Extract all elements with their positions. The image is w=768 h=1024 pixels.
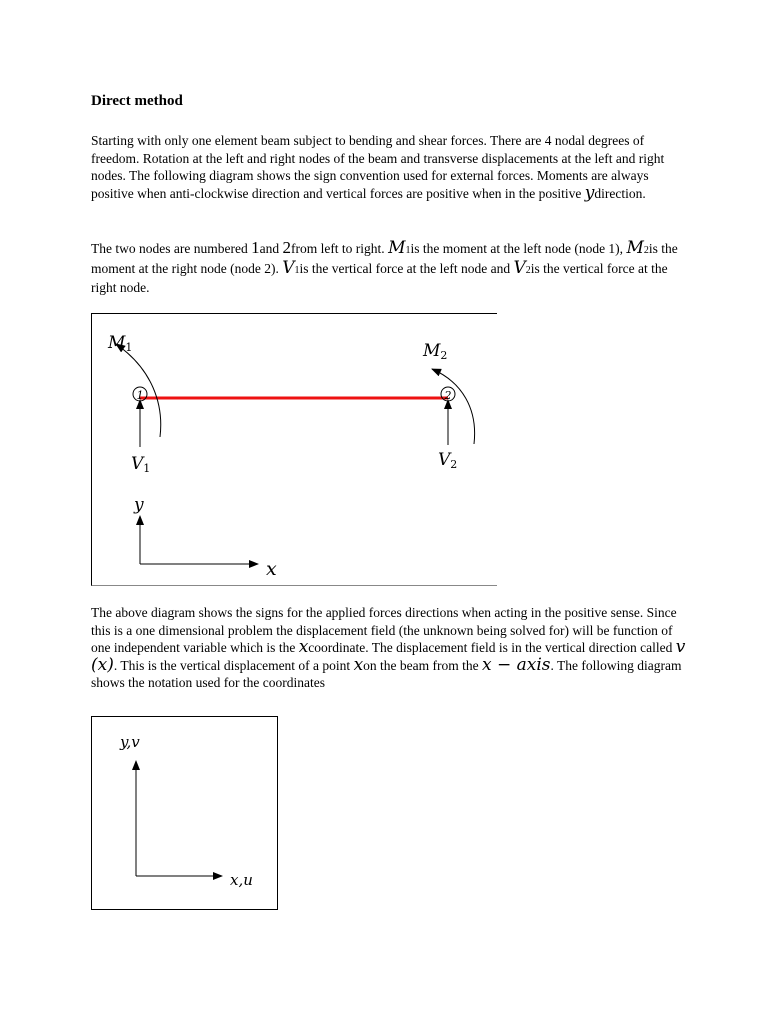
math-y: y: [584, 182, 595, 203]
paragraph-intro: Starting with only one element beam subject to bending and shear forces. There are 4 nodal degrees of freedom. Rotation at the left and right nodes of the beam and transverse displacements at the left and right nodes. The following diagram shows the sign convention used for external forces. Moments are always positive when anti-clockwise direction and vertical forces are positive when in the positive ydirection.: [91, 133, 665, 203]
paragraph-displacement: The above diagram shows the signs for the applied forces directions when acting in the positive sense. Since this is a one dimensional problem the displacement field (the unknown being solved for) will be function of one independent variable which is the xcoordinate. The displacement field is in the vertical direction called v (x). This is the vertical displacement of a point xon the beam from the x − axis. The following diagram shows the notation used for the coordinates: [91, 605, 686, 691]
math-v-of-x: v (x): [91, 637, 686, 675]
M2-moment-arrow: [432, 369, 475, 444]
y-axis-label: y: [134, 495, 144, 515]
node-1-label: 1: [136, 389, 144, 402]
V2-label: V2: [438, 450, 458, 471]
math-V2: V: [513, 257, 526, 278]
math-node-1: 1: [251, 238, 260, 257]
math-x-point: x: [353, 654, 364, 675]
coordinate-notation-figure: [91, 716, 278, 910]
coordinate-diagram: [92, 717, 277, 909]
section-heading: Direct method: [91, 93, 183, 109]
math-x: x: [298, 637, 309, 658]
V1-label: V1: [131, 454, 151, 475]
beam-sign-convention-figure: [91, 313, 497, 586]
math-M1: M: [388, 238, 406, 258]
x-u-label: x,u: [230, 871, 253, 889]
M1-label: M1: [108, 333, 133, 354]
math-x-axis: x − axis: [482, 654, 551, 675]
math-M2: M: [626, 238, 644, 258]
x-axis-label: x: [266, 558, 277, 580]
node-2-label: 2: [444, 389, 452, 402]
paragraph-nodes: The two nodes are numbered 1and 2from left to right. M1is the moment at the left node (node 1), M2is the moment at the right node (node 2). V1is the vertical force at the left node and V2is the vertical force at the right node.: [91, 238, 678, 296]
y-v-label: y,v: [120, 733, 140, 751]
math-V1: V: [282, 257, 295, 278]
beam-diagram: [92, 314, 497, 585]
math-node-2: 2: [282, 238, 291, 257]
M2-label: M2: [423, 341, 448, 362]
